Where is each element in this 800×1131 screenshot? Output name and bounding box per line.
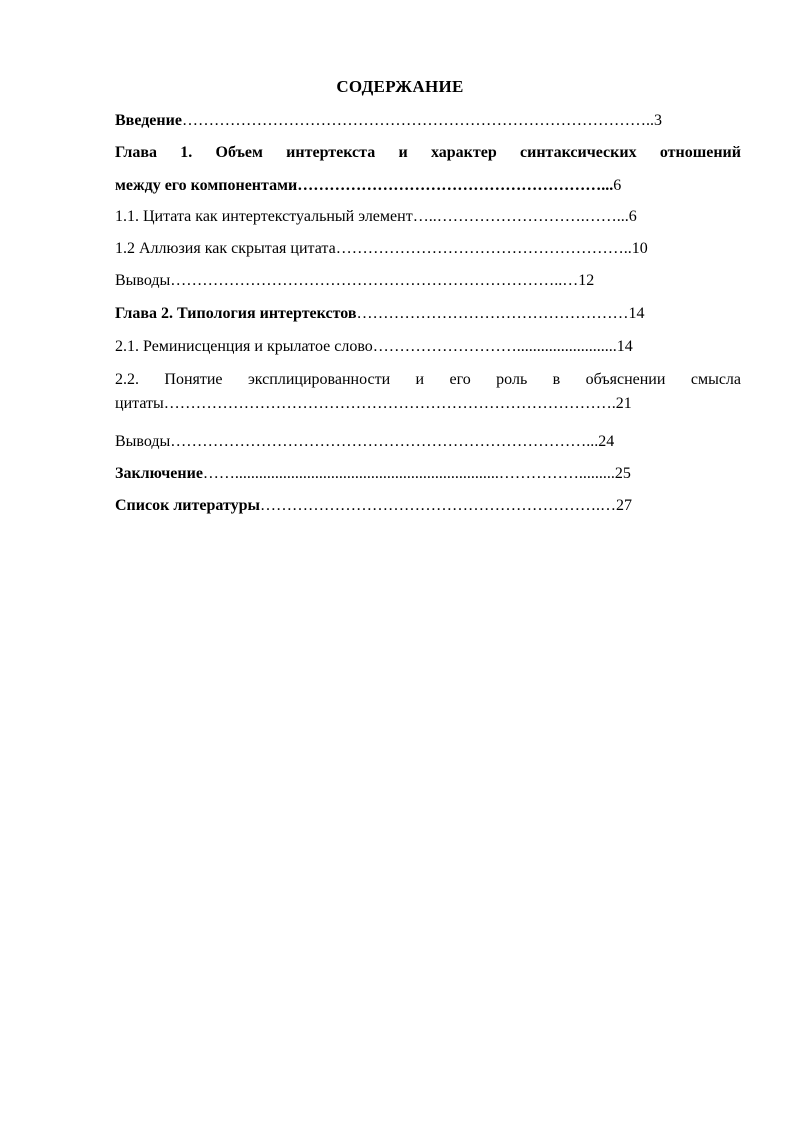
toc-entry-2-2-line1: 2.2. Понятие эксплицированности и его роль в объяснении смысла	[115, 371, 741, 388]
toc-entry-conclusions-2	[115, 432, 614, 452]
toc-entry-label: между его компонентами	[115, 177, 298, 194]
toc-entry-page: 27	[616, 497, 632, 514]
toc-entry-leader: ………………………………………………………………………….	[163, 395, 616, 412]
toc-entry-conclusion	[115, 464, 631, 484]
toc-entry-label: 1.1. Цитата как интертекстуальный элемент	[115, 208, 413, 225]
toc-entry-label: Глава 2. Типология интертекстов	[115, 305, 357, 322]
toc-entry-page: 21	[615, 395, 632, 412]
toc-entry-page: 12	[578, 272, 595, 289]
toc-entry-label: Выводы	[115, 272, 171, 289]
toc-entry-leader: …………………………………………………...	[297, 177, 614, 194]
toc-entry-page: 6	[628, 208, 637, 225]
toc-entry-leader: ……………………….........................	[372, 338, 617, 355]
toc-entry-label: Заключение	[115, 465, 203, 482]
toc-entry-page: 24	[598, 433, 615, 450]
toc-entry-leader: ………………………………………………..	[335, 240, 632, 257]
toc-entry-leader: …..……………………….……...	[412, 208, 629, 225]
toc-entry-page: 14	[628, 305, 645, 322]
toc-entry-label: 1.2 Аллюзия как скрытая цитата	[115, 240, 336, 257]
toc-entry-page: 3	[653, 112, 662, 129]
toc-entry-label: Список литературы	[115, 497, 260, 514]
toc-entry-bibliography	[115, 496, 632, 516]
toc-entry-chapter-1	[115, 176, 621, 196]
toc-entry-1-1	[115, 207, 637, 227]
toc-entry-leader: ……..................................................................…………….........	[202, 465, 615, 482]
toc-entry-leader: ……………………………………………………….…	[260, 497, 616, 514]
toc-entry-label: Введение	[115, 112, 182, 129]
toc-entry-label: Выводы	[115, 433, 171, 450]
toc-entry-chapter-1-line1: Глава 1. Объем интертекста и характер синтаксических отношений	[115, 144, 741, 161]
toc-entry-leader: ……………………………………………………………………………..	[181, 112, 654, 129]
toc-entry-conclusions-1	[115, 271, 594, 291]
toc-entry-2-2	[115, 394, 632, 414]
toc-entry-page: 25	[614, 465, 631, 482]
toc-entry-chapter-2	[115, 304, 644, 324]
toc-entry-leader: ……………………………………………………………………...	[170, 433, 599, 450]
toc-entry-1-2	[115, 239, 648, 259]
toc-entry-introduction	[115, 111, 662, 131]
toc-entry-2-1	[115, 337, 633, 357]
toc-entry-page: 14	[616, 338, 633, 355]
toc-entry-label: 2.1. Реминисценция и крылатое слово	[115, 338, 373, 355]
toc-entry-page: 6	[613, 177, 622, 194]
toc-entry-page: 10	[631, 240, 648, 257]
toc-title: СОДЕРЖАНИЕ	[336, 77, 464, 96]
toc-entry-leader: ……………………………………………	[356, 305, 629, 322]
toc-entry-leader: ………………………………………………………………..…	[170, 272, 579, 289]
toc-entry-label: цитаты	[115, 395, 164, 412]
